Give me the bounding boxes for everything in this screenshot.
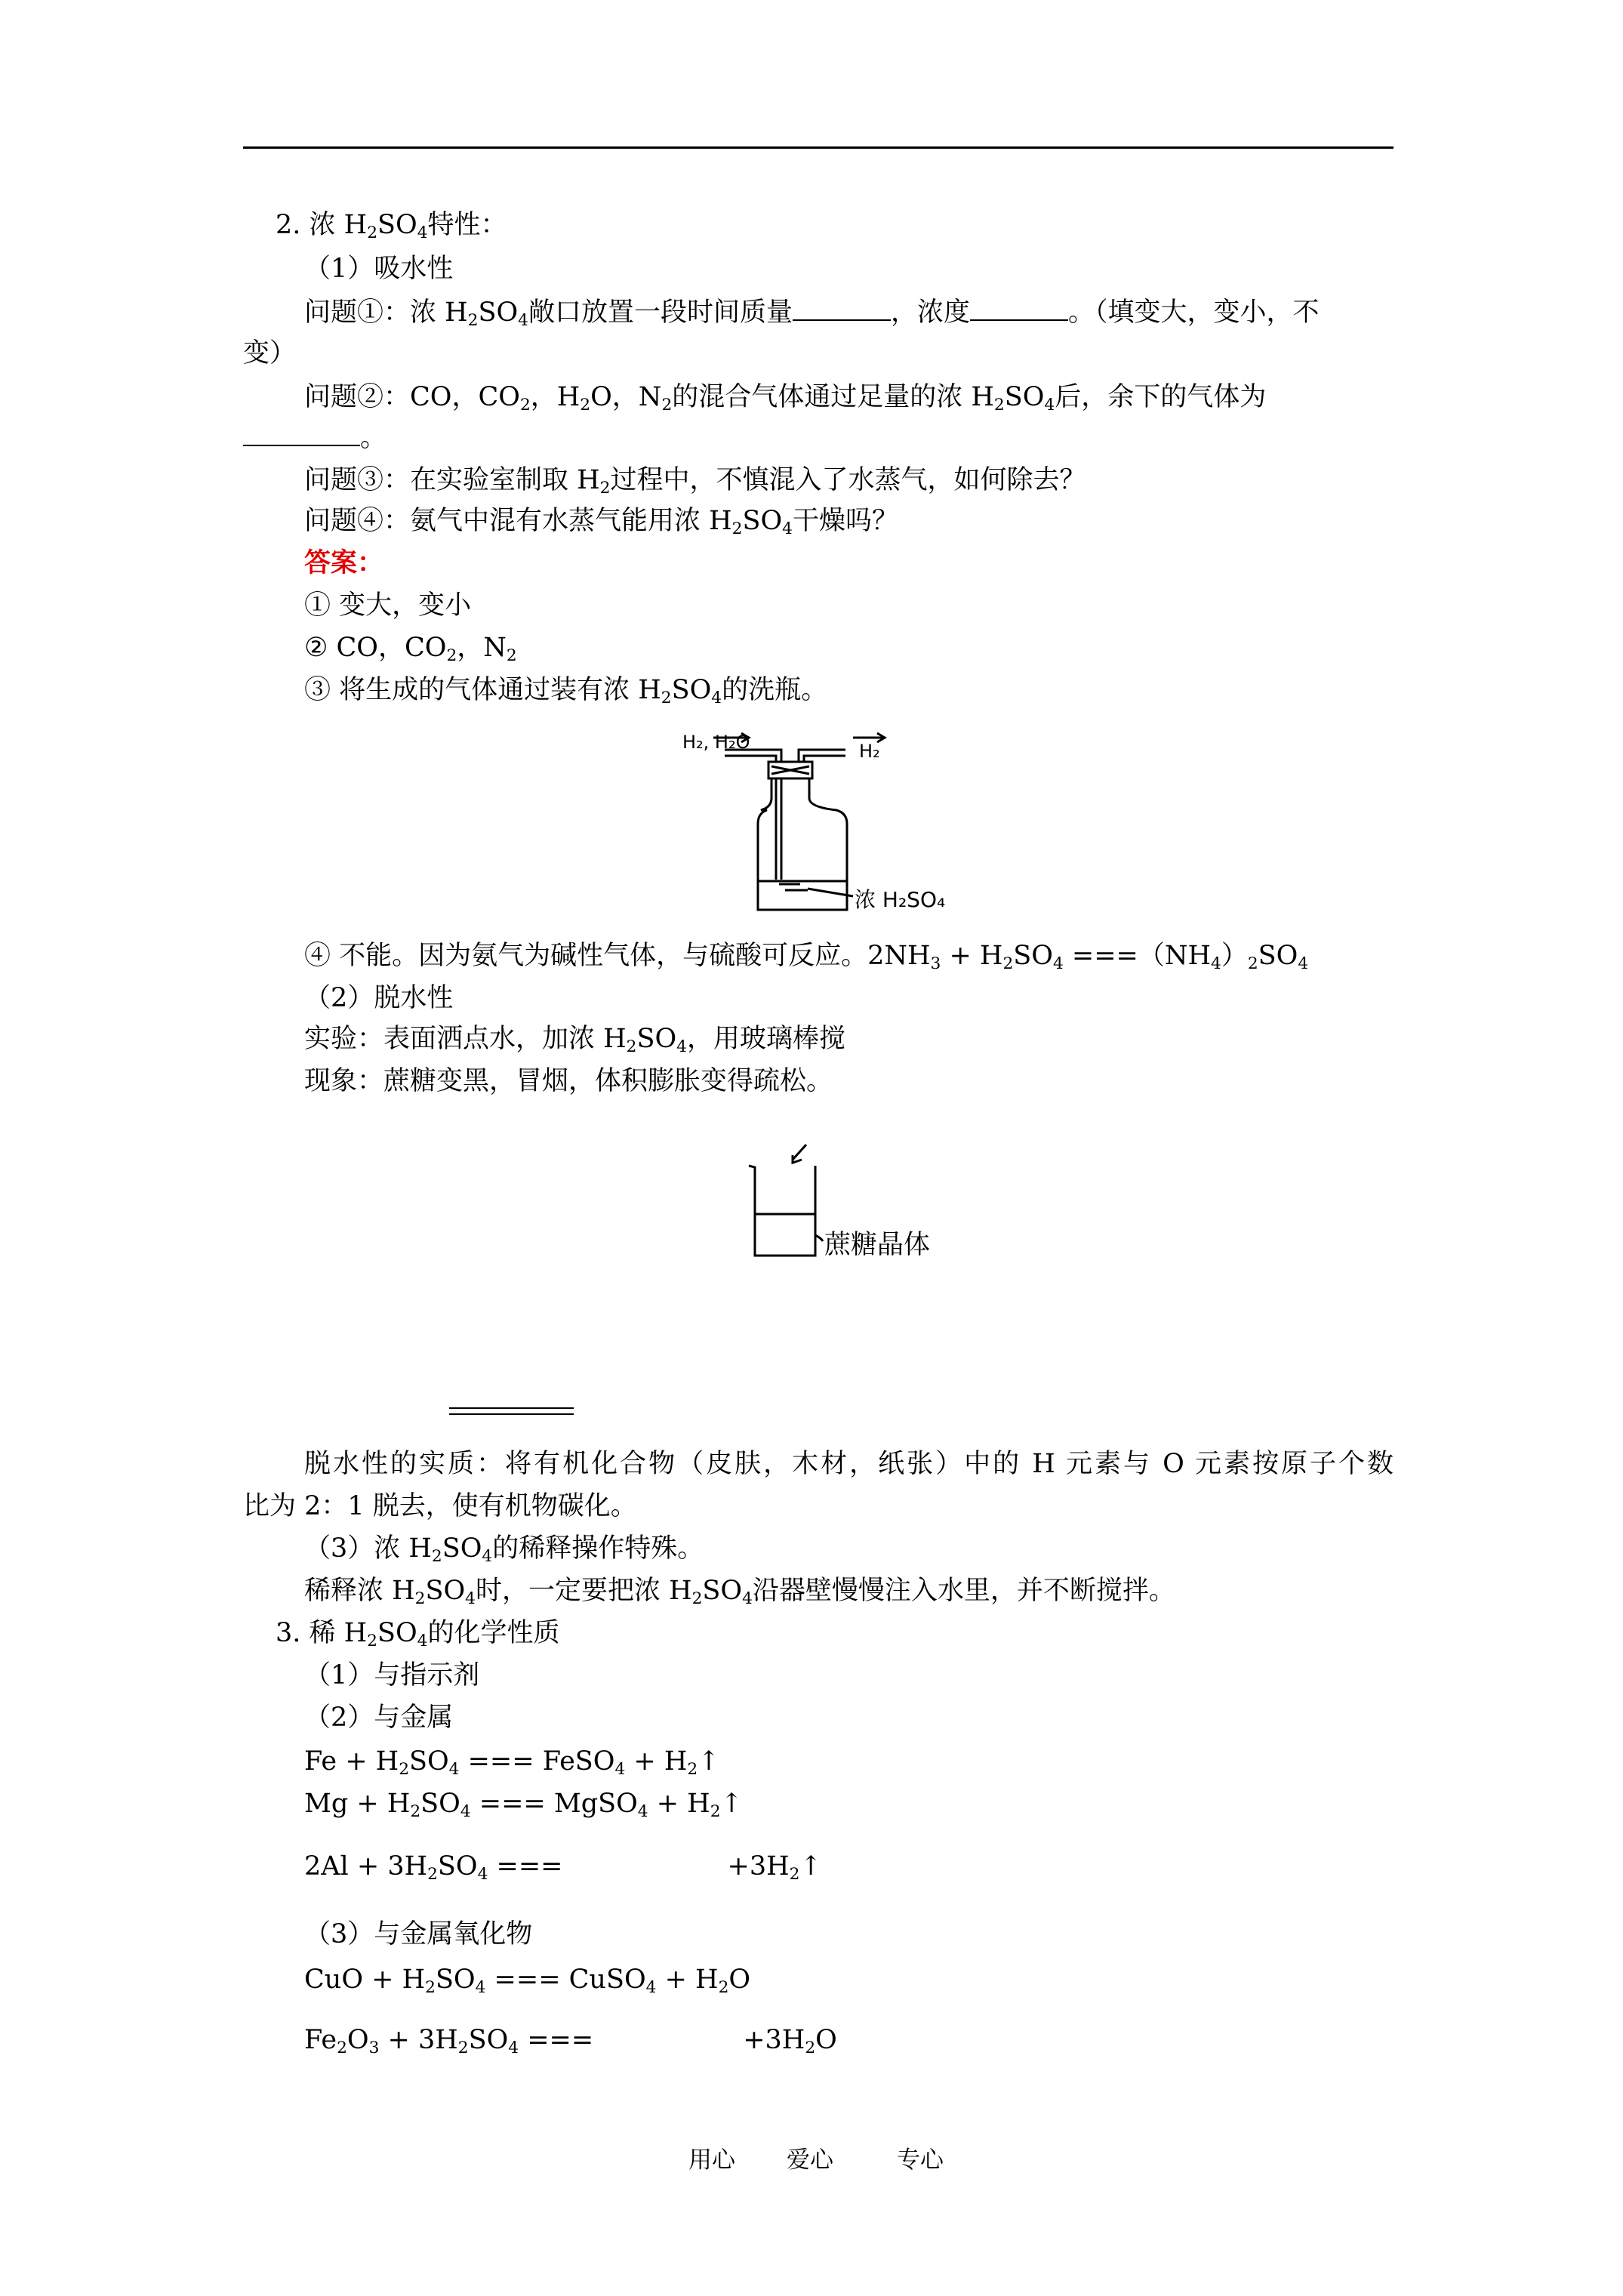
beaker-figure: [740, 1139, 981, 1274]
question-4: 问题④：氨气中混有水蒸气能用浓 $H_2SO_4$干燥吗？: [304, 506, 898, 539]
equation-al: $2Al + 3H_2SO_4$ === $+3H_2↑$: [304, 1851, 822, 1885]
question-1-continued: 变）: [243, 338, 297, 368]
question-1: 问题①：浓 $H_2SO_4$敞口放置一段时间质量 ，浓度 。（填变大，变小，不: [304, 297, 1320, 331]
blank-1[interactable]: [793, 297, 891, 321]
equation-mg: $Mg + H_2SO_4$ === MgSO$_4$ + $H_2↑$: [304, 1789, 743, 1822]
double-rule: [449, 1407, 574, 1415]
question-2-continued: 。: [243, 421, 387, 455]
essence-line-1: 脱水性的实质：将有机化合物（皮肤，木材，纸张）中的 H 元素与 O 元素按原子个数: [304, 1449, 1394, 1479]
question-3: 问题③：在实验室制取 $H_2$过程中，不慎混入了水蒸气，如何除去？: [304, 465, 1086, 498]
reaction-3-title: （3）与金属氧化物: [304, 1919, 533, 1949]
equation-fe: $Fe + H_2SO_4$ === FeSO$_4$ + $H_2↑$: [304, 1746, 720, 1780]
reaction-1-title: （1）与指示剂: [304, 1660, 480, 1690]
footer-aixin: 爱心: [787, 2147, 833, 2174]
footer-zhuanxin: 专心: [897, 2147, 944, 2174]
answer-label: 答案：: [304, 547, 384, 578]
answer-3: ③ 将生成的气体通过装有浓 $H_2SO_4$的洗瓶。: [304, 675, 828, 708]
answer-2: ② CO，$CO_2$，$N_2$: [304, 633, 517, 666]
footer-yongxin: 用心: [688, 2147, 735, 2174]
essence-line-2: 比为 2：1 脱去，使有机物碳化。: [243, 1491, 637, 1521]
phenomenon-text: 现象：蔗糖变黑，冒烟，体积膨胀变得疏松。: [304, 1066, 833, 1096]
acid-label: 浓 H₂SO₄: [855, 887, 946, 912]
sugar-label: 蔗糖晶体: [824, 1230, 931, 1260]
outlet-label: H₂: [859, 741, 880, 762]
answer-1: ① 变大，变小: [304, 590, 472, 621]
section-2-heading: 2. 浓 $H_2SO_4$特性：: [276, 210, 507, 243]
blank-2[interactable]: [970, 297, 1068, 321]
inlet-label: H₂, H₂O: [682, 732, 750, 753]
section-3-heading: 3. 稀 $H_2SO_4$的化学性质: [276, 1618, 560, 1651]
dilution-text: 稀释浓 $H_2SO_4$时，一定要把浓 $H_2SO_4$沿器壁慢慢注入水里，并不断搅拌。: [304, 1576, 1175, 1609]
header-rule: [243, 146, 1394, 149]
blank-3[interactable]: [243, 422, 360, 446]
reaction-2-title: （2）与金属: [304, 1703, 454, 1733]
wash-bottle-figure: [679, 729, 966, 921]
question-2: 问题②：CO，$CO_2$，$H_2O$，$N_2$的混合气体通过足量的浓 $H_2SO_4$后，余下的气体为: [304, 382, 1267, 415]
experiment-text: 实验：表面洒点水，加浓 $H_2SO_4$，用玻璃棒搅: [304, 1024, 845, 1057]
subsection-1-title: （1）吸水性: [304, 254, 454, 284]
answer-4: ④ 不能。因为氨气为碱性气体，与硫酸可反应。$2NH_3 + H_2SO_4 ===(NH_4)_2SO_4$: [304, 941, 1309, 974]
equation-cuo: CuO + $H_2SO_4$ === CuSO$_4$ + $H_2O$: [304, 1965, 751, 1998]
subsection-2-title: （2）脱水性: [304, 983, 454, 1013]
equation-fe2o3: $Fe_2O_3 + 3H_2SO_4$ === $+3H_2O$: [304, 2025, 837, 2058]
subsection-3-title: （3）浓 $H_2SO_4$的稀释操作特殊。: [304, 1533, 704, 1567]
